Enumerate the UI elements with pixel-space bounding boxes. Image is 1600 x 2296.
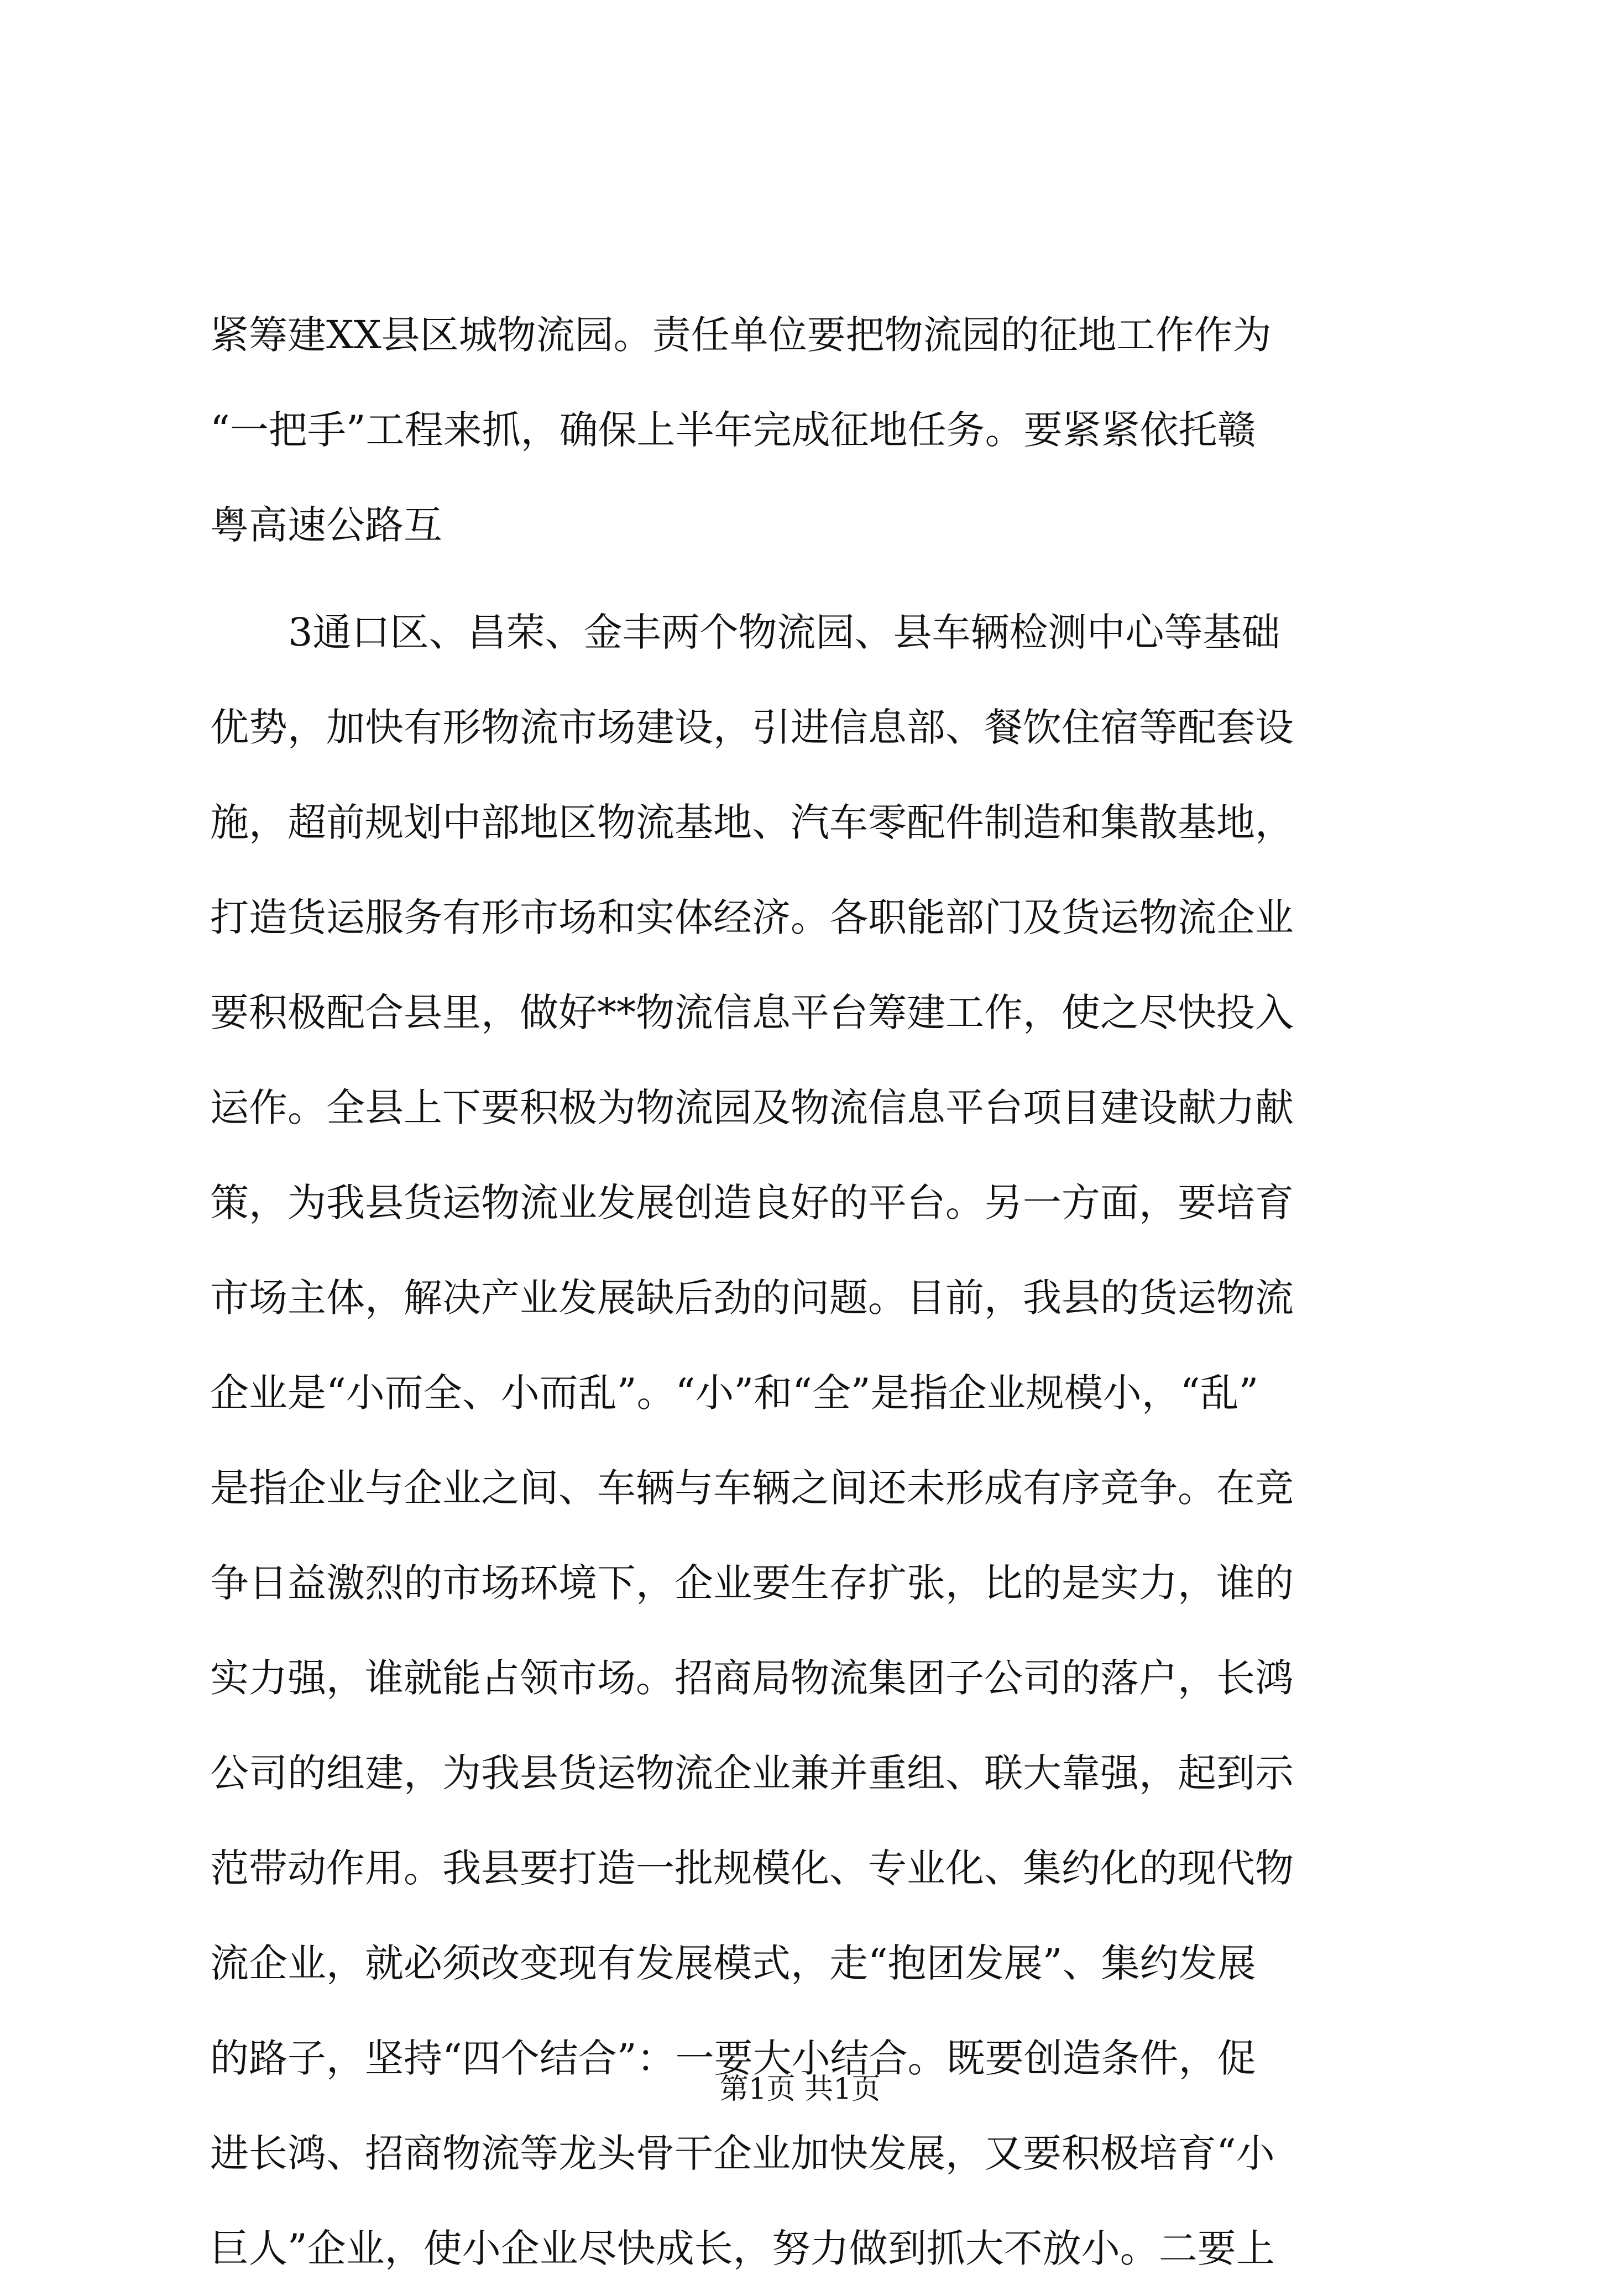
paragraph-line: 企业是“小而全、小而乱”。“小”和“全”是指企业规模小，“乱”: [210, 1370, 1259, 1416]
paragraph-line: 是指企业与企业之间、车辆与车辆之间还未形成有序竞争。在竞: [210, 1465, 1294, 1511]
paragraph-line: 的路子，坚持“四个结合”：一要大小结合。既要创造条件，促: [210, 2036, 1256, 2081]
paragraph-line: 紧筹建XX县区城物流园。责任单位要把物流园的征地工作作为: [210, 312, 1272, 358]
paragraph-line: 流企业，就必须改变现有发展模式，走“抱团发展”、集约发展: [210, 1941, 1256, 1986]
paragraph-line: 粤高速公路互: [210, 502, 442, 548]
paragraph-line: 打造货运服务有形市场和实体经济。各职能部门及货运物流企业: [210, 895, 1294, 940]
page-number-footer: 第1页 共1页: [719, 2073, 881, 2106]
paragraph-line: 争日益激烈的市场环境下，企业要生存扩张，比的是实力，谁的: [210, 1560, 1294, 1606]
paragraph-line: 策，为我县货运物流业发展创造良好的平台。另一方面，要培育: [210, 1180, 1294, 1225]
document-body: [210, 287, 1393, 2296]
paragraph-gap: [210, 573, 1393, 585]
paragraph-line: 巨人”企业，使小企业尽快成长，努力做到抓大不放小。二要上: [210, 2226, 1275, 2271]
paragraph-line: 实力强，谁就能占领市场。招商局物流集团子公司的落户，长鸿: [210, 1655, 1294, 1701]
paragraph-line: 公司的组建，为我县货运物流企业兼并重组、联大靠强，起到示: [210, 1750, 1294, 1796]
paragraph-line: 进长鸿、招商物流等龙头骨干企业加快发展，又要积极培育“小: [210, 2131, 1275, 2176]
paragraph-line: 市场主体，解决产业发展缺后劲的问题。目前，我县的货运物流: [210, 1275, 1294, 1320]
paragraph-line: 范带动作用。我县要打造一批规模化、专业化、集约化的现代物: [210, 1846, 1294, 1891]
paragraph-line: 3通口区、昌荣、金丰两个物流园、县车辆检测中心等基础: [288, 610, 1280, 655]
paragraph-line: “一把手”工程来抓，确保上半年完成征地任务。要紧紧依托赣: [210, 407, 1256, 453]
paragraph-line: 优势，加快有形物流市场建设，引进信息部、餐饮住宿等配套设: [210, 705, 1294, 750]
paragraph-line: 运作。全县上下要积极为物流园及物流信息平台项目建设献力献: [210, 1085, 1294, 1130]
paragraph-1: [210, 287, 1393, 573]
paragraph-line: 要积极配合县里，做好**物流信息平台筹建工作，使之尽快投入: [210, 990, 1294, 1035]
paragraph-2: [210, 585, 1393, 2296]
paragraph-line: 施，超前规划中部地区物流基地、汽车零配件制造和集散基地，: [210, 800, 1294, 845]
